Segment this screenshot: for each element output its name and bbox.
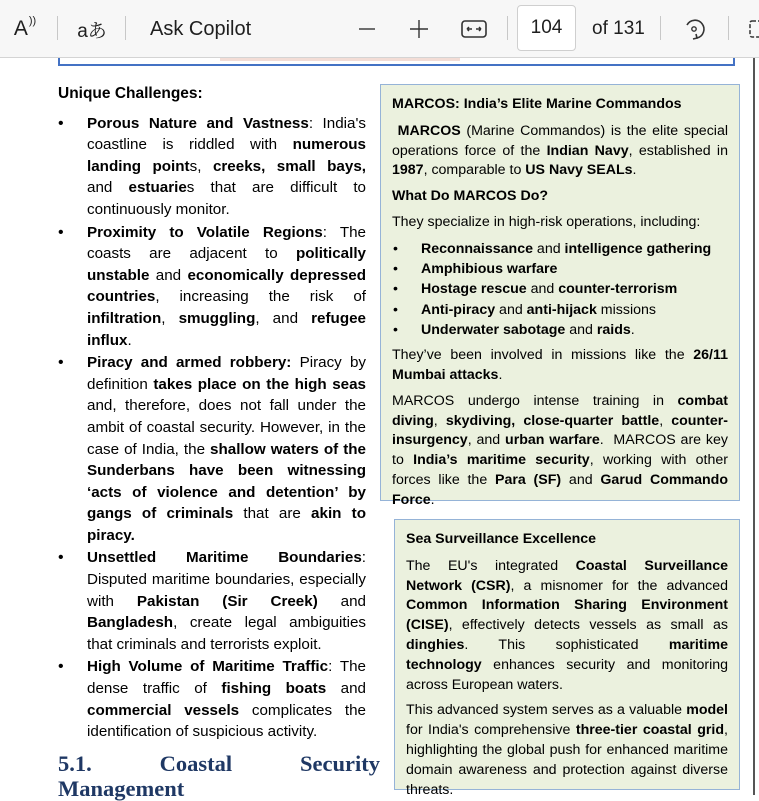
marcos-intro xyxy=(392,122,732,181)
surveillance-para-2 xyxy=(406,701,728,800)
text-run: and, therefore, does not fall under the ambit of coastal security. However, in the case of India, the xyxy=(87,397,366,458)
text-run: , effectively detects vessels as small as xyxy=(448,617,728,634)
translate-button[interactable] xyxy=(75,0,109,58)
bold-text-run: Indian Navy xyxy=(546,142,629,159)
bold-text-run: 26/11 Mumbai attacks xyxy=(392,347,728,384)
operation-item xyxy=(392,239,728,259)
bold-text-run: 1987 xyxy=(392,162,424,179)
text-run: They’ve been involved in missions like the xyxy=(392,347,694,364)
bold-text-run: Garud Commando Force xyxy=(392,472,732,508)
text-run: MARCOS undergo intense training in xyxy=(392,392,678,409)
bold-text-run: akin to piracy. xyxy=(87,505,366,544)
bold-text-run: Proximity to Volatile Regions xyxy=(87,223,323,241)
text-run: , highlighting the global push for enhanced maritime domain awareness and protection against diverse threats. xyxy=(406,722,728,798)
fit-width-icon xyxy=(461,20,487,38)
bold-text-run: Piracy and armed robbery: xyxy=(87,354,292,372)
bold-text-run: dinghies xyxy=(406,636,465,653)
rotate-button[interactable] xyxy=(680,0,708,58)
text-run: missions xyxy=(596,301,656,318)
challenge-item xyxy=(58,222,366,352)
text-run: s that are difficult to continuously monitor. xyxy=(87,179,366,218)
bold-text-run: takes place on the high seas xyxy=(153,375,367,393)
surveillance-para-1 xyxy=(406,557,728,696)
challenge-item xyxy=(58,547,366,655)
text-run: . xyxy=(127,331,132,349)
bold-text-run: model xyxy=(686,702,728,719)
bold-text-run: economically depressed countries xyxy=(87,266,367,306)
ask-copilot-button[interactable]: Ask Copilot xyxy=(150,17,252,40)
bold-text-run: urban warfare xyxy=(505,432,600,449)
bold-text-run: skydiving, close-quarter battle xyxy=(445,412,660,429)
zoom-in-button[interactable] xyxy=(407,0,431,58)
translate-icon: aあ xyxy=(77,20,107,42)
bold-text-run: estuarie xyxy=(128,179,187,197)
page-count: of 131 xyxy=(592,18,645,39)
toolbar-divider xyxy=(507,16,508,40)
operation-item xyxy=(392,320,728,340)
text-run: , a misnomer for the advanced xyxy=(510,577,728,594)
text-run: : The dense traffic of xyxy=(87,658,367,698)
bold-text-run: creeks, small bays, xyxy=(212,157,366,175)
operation-item xyxy=(392,279,728,299)
plus-icon xyxy=(409,19,429,39)
text-run: . xyxy=(430,491,435,508)
toolbar-divider xyxy=(125,16,126,40)
marcos-operations-list xyxy=(392,239,728,340)
bold-text-run: Amphibious warfare xyxy=(421,261,558,278)
bold-text-run: Unsettled Maritime Boundaries xyxy=(87,549,362,567)
section-heading-continued: Management xyxy=(58,776,185,801)
bold-text-run: commercial vessels xyxy=(87,701,240,719)
read-aloud-icon: A)) xyxy=(13,15,37,40)
bold-text-run: Common Information Sharing Environment (CISE) xyxy=(406,597,728,634)
page-view-icon xyxy=(748,19,759,39)
bold-text-run: Para (SF) xyxy=(495,472,562,489)
text-run: , xyxy=(161,309,179,327)
operation-item xyxy=(392,259,728,279)
toolbar-divider xyxy=(728,16,729,40)
bold-text-run: intelligence gathering xyxy=(564,240,712,257)
text-run: (Marine Commandos) is the elite special operations force of the xyxy=(392,122,732,159)
challenge-item xyxy=(58,352,366,546)
bold-text-run: maritime technology xyxy=(406,636,728,673)
bold-text-run: smuggling xyxy=(178,309,256,327)
fit-to-width-button[interactable] xyxy=(460,0,488,58)
text-run: The EU's integrated xyxy=(406,557,576,574)
bold-text-run: politically unstable xyxy=(87,245,366,284)
text-run: . xyxy=(498,367,503,384)
bold-text-run: Hostage rescue xyxy=(421,281,527,298)
operation-item xyxy=(392,300,728,320)
bold-text-run: High Volume of Maritime Traffic xyxy=(87,658,329,676)
bold-text-run: counter-terrorism xyxy=(558,281,678,298)
bold-text-run: Anti-piracy xyxy=(421,301,496,318)
bold-text-run: infiltration xyxy=(87,309,162,327)
bold-text-run: combat diving xyxy=(392,392,732,429)
bold-text-run: fishing boats xyxy=(221,680,327,698)
text-run: : The coasts are adjacent to xyxy=(87,223,366,263)
text-run: . This sophisticated xyxy=(464,636,669,653)
page-number-input[interactable]: 104 xyxy=(517,5,576,51)
text-run: . MARCOS are key to xyxy=(392,432,732,469)
text-run: and xyxy=(561,472,601,489)
challenge-item xyxy=(58,113,366,221)
bold-text-run: refugee influx xyxy=(87,309,366,349)
bold-text-run: Reconnaissance xyxy=(421,240,533,257)
challenge-item xyxy=(58,656,366,742)
page-edge xyxy=(753,58,755,795)
bold-text-run: raids xyxy=(596,321,631,338)
marcos-info-box xyxy=(380,84,740,508)
marcos-missions xyxy=(392,346,728,386)
marcos-training xyxy=(392,392,732,511)
rotate-icon xyxy=(681,16,707,42)
text-run: and xyxy=(565,321,597,338)
text-run: for India's comprehensive xyxy=(406,722,576,739)
pdf-toolbar xyxy=(0,0,759,58)
page-view-button[interactable] xyxy=(748,0,759,58)
text-run: , create legal ambiguities that criminals and terrorists exploit. xyxy=(87,614,366,653)
section-heading: 5.1. Coastal Security xyxy=(58,751,380,776)
bold-text-run: India’s maritime security xyxy=(413,452,590,469)
text-run: , xyxy=(433,412,446,429)
bold-text-run: anti-hijack xyxy=(526,301,597,318)
text-run: and xyxy=(87,179,129,197)
unique-challenges-heading: Unique Challenges: xyxy=(58,85,203,102)
bold-text-run: numerous landing point xyxy=(87,136,366,175)
text-run: and xyxy=(149,266,188,284)
bold-text-run: Underwater sabotage xyxy=(421,321,566,338)
text-run: . xyxy=(630,321,635,338)
text-run: Piracy by definition xyxy=(87,354,366,393)
bold-text-run: counter-insurgency xyxy=(392,412,728,449)
bold-text-run: three-tier coastal grid xyxy=(575,722,725,739)
bold-text-run: Bangladesh xyxy=(87,614,174,632)
sea-surveillance-box xyxy=(394,519,740,798)
zoom-out-button[interactable] xyxy=(355,0,379,58)
text-run: and xyxy=(532,240,565,257)
marcos-lead: They specialize in high-risk operations, including: xyxy=(392,213,701,230)
text-run: , comparable to xyxy=(423,162,526,179)
bold-text-run: shallow waters of the Sunderbans have been witnessing ‘acts of violence and detention’ by gangs of criminals xyxy=(87,440,366,523)
previous-content-frame xyxy=(58,58,735,66)
text-run: , xyxy=(659,412,672,429)
text-run: complicates the identification of suspicious activity. xyxy=(87,701,366,741)
left-column xyxy=(58,83,366,744)
text-run: s, xyxy=(189,157,213,175)
text-run: , and xyxy=(255,309,312,327)
toolbar-divider xyxy=(660,16,661,40)
bold-text-run: US Navy SEALs xyxy=(525,162,633,179)
minus-icon xyxy=(358,20,376,38)
read-aloud-button[interactable] xyxy=(10,0,40,58)
text-run: This advanced system serves as a valuable xyxy=(406,702,687,719)
bold-text-run: Pakistan (Sir Creek) xyxy=(136,592,318,610)
bold-text-run: Porous Nature and Vastness xyxy=(87,114,309,132)
text-run: and xyxy=(317,592,366,610)
text-run: . xyxy=(632,162,637,179)
text-run: that are xyxy=(233,505,312,523)
text-run: and xyxy=(526,281,559,298)
marcos-box-title: MARCOS: India’s Elite Marine Commandos xyxy=(392,96,682,112)
challenges-list xyxy=(58,113,366,743)
text-run: and xyxy=(495,301,527,318)
frame-shading xyxy=(220,58,460,61)
text-run: , established in xyxy=(628,142,732,159)
text-run: , and xyxy=(467,432,506,449)
text-run: : Disputed maritime boundaries, especially with xyxy=(87,549,366,610)
text-run: , increasing the risk of xyxy=(155,288,366,306)
toolbar-divider xyxy=(57,16,58,40)
text-run: enhances security and monitoring across European waters. xyxy=(406,656,728,693)
text-run: , working with other forces like the xyxy=(392,452,732,489)
text-run: : India's coastline is riddled with xyxy=(87,114,366,154)
text-run: and xyxy=(326,680,367,698)
bold-text-run: MARCOS xyxy=(397,122,461,139)
marcos-subheading: What Do MARCOS Do? xyxy=(392,188,549,205)
bold-text-run: Coastal Surveillance Network (CSR) xyxy=(406,557,728,594)
surveillance-box-title: Sea Surveillance Excellence xyxy=(406,531,597,547)
